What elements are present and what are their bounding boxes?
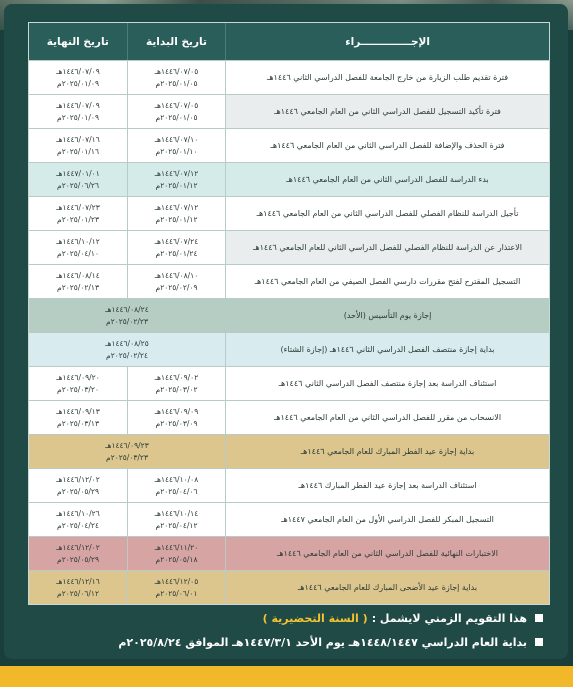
date-line: ٢٠٢٥/٠٤/٢٤م [57, 520, 99, 530]
row-start-date [127, 367, 225, 400]
table-row [29, 400, 549, 434]
date-line: ١٤٤٦/٠٩/٢٠هـ [56, 372, 100, 382]
date-line: ١٤٤٦/١١/٢٠هـ [154, 542, 199, 552]
date-line: ٢٠٢٥/٠٣/١٣م [57, 418, 99, 428]
date-line: ١٤٤٦/١٠/١٤هـ [154, 508, 199, 518]
date-line: ٢٠٢٥/٠٢/١٣م [57, 282, 99, 292]
table-body [29, 60, 549, 604]
date-line: ١٤٤٦/٠٧/٠٥هـ [154, 100, 199, 110]
row-action: فترة تأكيد التسجيل للفصل الدراسي الثاني من العام الجامعي ١٤٤٦هـ [225, 95, 549, 128]
date-line: ٢٠٢٥/٠٤/١٢م [155, 520, 198, 530]
table-row [29, 366, 549, 400]
date-line: ٢٠٢٥/٠٣/٠٢م [155, 384, 198, 394]
notes-section [23, 606, 543, 654]
row-end-date [29, 61, 127, 94]
date-line: ١٤٤٦/٠٧/٠٩هـ [56, 100, 100, 110]
row-end-date [29, 95, 127, 128]
date-line: ٢٠٢٥/٠٢/٢٤م [106, 350, 148, 360]
table-row [29, 434, 549, 468]
row-end-date [29, 537, 127, 570]
date-line: ١٤٤٦/٠٩/٠٢هـ [154, 372, 199, 382]
table-row [29, 230, 549, 264]
row-start-date [127, 231, 225, 264]
date-line: ١٤٤٦/٠٩/١٣هـ [56, 406, 100, 416]
row-end-date [29, 469, 127, 502]
date-line: ١٤٤٦/٠٨/٢٤هـ [105, 304, 149, 314]
row-start-date [127, 503, 225, 536]
date-line: ١٤٤٦/٠٧/٢٤هـ [154, 236, 199, 246]
row-action: الاعتذار عن الدراسة للنظام الفصلي للفصل الدراسي الثاني للعام الجامعي ١٤٤٦هـ [225, 231, 549, 264]
row-action: بداية إجازة عيد الأضحى المبارك للعام الجامعي ١٤٤٦هـ [225, 571, 549, 604]
date-line: ٢٠٢٥/٠٥/٢٩م [57, 554, 99, 564]
row-action: تأجيل الدراسة للنظام الفصلي للفصل الدراسي الثاني من العام الجامعي ١٤٤٦هـ [225, 197, 549, 230]
date-line: ٢٠٢٥/٠٦/٠١م [155, 588, 198, 598]
row-action: استئناف الدراسة بعد إجازة عيد الفطر المبارك ١٤٤٦هـ [225, 469, 549, 502]
row-start-date [127, 197, 225, 230]
date-line: ١٤٤٦/٠٧/٠٥هـ [154, 66, 199, 76]
date-line: ١٤٤٦/٠٧/١٦هـ [56, 134, 100, 144]
table-row [29, 570, 549, 604]
row-start-date [127, 61, 225, 94]
date-line: ١٤٤٧/٠١/٠١هـ [56, 168, 100, 178]
bullet-icon [535, 614, 543, 622]
row-action: إجازة يوم التأسيس (الأحد) [225, 299, 549, 332]
row-action: بدء الدراسة للفصل الدراسي الثاني من العام الجامعي ١٤٤٦هـ [225, 163, 549, 196]
date-line: ٢٠٢٥/٠٣/٠٩م [155, 418, 198, 428]
header-start-date: تاريخ البداية [127, 23, 226, 60]
row-end-date [29, 231, 127, 264]
row-end-date [29, 197, 127, 230]
note-prep-year [23, 606, 543, 630]
row-action: الاختبارات النهائية للفصل الدراسي الثاني من العام الجامعي ١٤٤٦هـ [225, 537, 549, 570]
date-line: ١٤٤٦/٠٩/٠٩هـ [154, 406, 199, 416]
row-end-date [29, 401, 127, 434]
row-action: التسجيل المقترح لفتح مقررات دارسي الفصل الصيفي من العام الجامعي ١٤٤٦هـ [225, 265, 549, 298]
header-action: الإجــــــــــــــراء [225, 23, 549, 60]
date-line: ٢٠٢٥/٠١/٠٩م [57, 112, 99, 122]
row-action: بداية إجازة عيد الفطر المبارك للعام الجامعي ١٤٤٦هـ [225, 435, 549, 468]
row-end-date [29, 503, 127, 536]
footer-bar [0, 662, 573, 687]
date-line: ١٤٤٦/٠٧/١٠هـ [154, 134, 199, 144]
date-line: ٢٠٢٥/٠٥/١٨م [155, 554, 198, 564]
date-line: ٢٠٢٥/٠١/١٠م [155, 146, 198, 156]
date-line: ٢٠٢٥/٠٥/٢٩م [57, 486, 99, 496]
row-end-date [29, 163, 127, 196]
date-line: ١٤٤٦/٠٩/٢٣هـ [105, 440, 149, 450]
date-line: ١٤٤٦/١٢/٠٢هـ [56, 542, 100, 552]
table-row [29, 196, 549, 230]
date-line: ١٤٤٦/١٠/٢٦هـ [56, 508, 100, 518]
date-line: ٢٠٢٥/٠٣/٢٠م [57, 384, 99, 394]
table-row [29, 502, 549, 536]
academic-calendar-table [28, 22, 550, 605]
table-row [29, 332, 549, 366]
note-prep-year-text: هذا التقويم الزمني لايشمل : [371, 611, 527, 625]
date-line: ٢٠٢٥/٠١/١٦م [57, 146, 99, 156]
row-end-date [29, 367, 127, 400]
row-action: الانسحاب من مقرر للفصل الدراسي الثاني من العام الجامعي ١٤٤٦هـ [225, 401, 549, 434]
date-line: ١٤٤٦/١٢/٠٢هـ [56, 474, 100, 484]
row-action: التسجيل المبكر للفصل الدراسي الأول من العام الجامعي ١٤٤٧هـ [225, 503, 549, 536]
row-end-date [29, 265, 127, 298]
header-end-date: تاريخ النهاية [46, 35, 109, 48]
row-start-date [127, 537, 225, 570]
date-line: ١٤٤٦/٠٧/٢٣هـ [56, 202, 100, 212]
date-line: ١٤٤٦/٠٧/٠٩هـ [56, 66, 100, 76]
date-line: ٢٠٢٥/٠٤/٠٦م [155, 486, 198, 496]
table-row [29, 60, 549, 94]
row-end-date [29, 571, 127, 604]
date-line: ٢٠٢٥/٠٢/٠٩م [155, 282, 198, 292]
table-row [29, 536, 549, 570]
date-line: ١٤٤٦/٠٨/١٤هـ [56, 270, 100, 280]
row-action: بداية إجازة منتصف الفصل الدراسي الثاني ١٤٤٦هـ (إجازة الشتاء) [225, 333, 549, 366]
bullet-icon [535, 638, 543, 646]
row-action: استئناف الدراسة بعد إجازة منتصف الفصل الدراسي الثاني ١٤٤٦هـ [225, 367, 549, 400]
date-line: ٢٠٢٥/٠٦/١٢م [57, 588, 99, 598]
row-action: فترة تقديم طلب الزيارة من خارج الجامعة للفصل الدراسي الثاني ١٤٤٦هـ [225, 61, 549, 94]
date-line: ١٤٤٦/٠٨/٢٥هـ [105, 338, 149, 348]
row-start-date [127, 129, 225, 162]
table-header [29, 23, 549, 60]
row-start-date [127, 265, 225, 298]
date-line: ٢٠٢٥/٠٣/٢٣م [106, 452, 148, 462]
row-single-date [29, 299, 225, 332]
row-start-date [127, 163, 225, 196]
table-row [29, 298, 549, 332]
table-row [29, 264, 549, 298]
row-single-date [29, 333, 225, 366]
date-line: ١٤٤٦/١٠/١٢هـ [56, 236, 100, 246]
date-line: ١٤٤٦/٠٧/١٢هـ [154, 168, 199, 178]
date-line: ٢٠٢٥/٠١/٠٥م [155, 78, 198, 88]
table-row [29, 468, 549, 502]
table-row [29, 94, 549, 128]
note-prep-year-highlight: ( السنة التحضيرية ) [262, 611, 368, 625]
date-line: ٢٠٢٥/٠٢/٢٣م [106, 316, 148, 326]
date-line: ٢٠٢٥/٠١/٢٤م [155, 248, 198, 258]
table-row [29, 128, 549, 162]
date-line: ١٤٤٦/٠٧/١٢هـ [154, 202, 199, 212]
date-line: ١٤٤٦/٠٨/١٠هـ [154, 270, 199, 280]
row-end-date [29, 129, 127, 162]
row-start-date [127, 95, 225, 128]
note-year-start-text: بداية العام الدراسي ١٤٤٨/١٤٤٧هـ يوم الأحد ١٤٤٧/٣/١هـ الموافق ٢٠٢٥/٨/٢٤م [118, 635, 527, 649]
date-line: ٢٠٢٥/٠١/٠٥م [155, 112, 198, 122]
date-line: ٢٠٢٥/٠٤/١٠م [57, 248, 99, 258]
date-line: ١٤٤٦/١٢/١٦هـ [56, 576, 100, 586]
date-line: ٢٠٢٥/٠٦/٢٦م [57, 180, 99, 190]
date-line: ٢٠٢٥/٠١/٠٩م [57, 78, 99, 88]
row-single-date [29, 435, 225, 468]
table-row [29, 162, 549, 196]
row-start-date [127, 571, 225, 604]
date-line: ٢٠٢٥/٠١/٢٣م [57, 214, 99, 224]
date-line: ٢٠٢٥/٠١/١٢م [155, 214, 198, 224]
row-start-date [127, 401, 225, 434]
date-line: ٢٠٢٥/٠١/١٢م [155, 180, 198, 190]
row-start-date [127, 469, 225, 502]
date-line: ١٤٤٦/١٢/٠٥هـ [154, 576, 199, 586]
date-line: ١٤٤٦/١٠/٠٨هـ [154, 474, 199, 484]
row-action: فترة الحذف والإضافة للفصل الدراسي الثاني من العام الجامعي ١٤٤٦هـ [225, 129, 549, 162]
note-year-start [23, 630, 543, 654]
